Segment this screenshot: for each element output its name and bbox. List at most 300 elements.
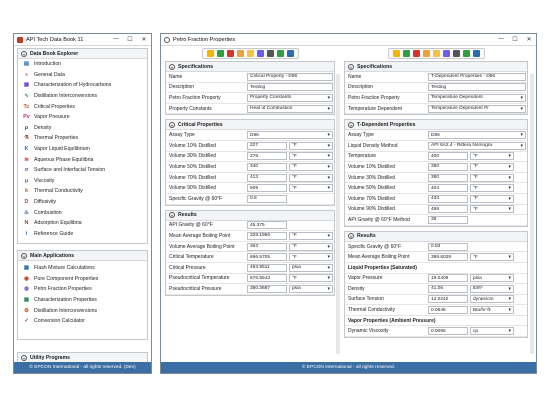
value-input[interactable] (428, 174, 468, 182)
folder-icon[interactable] (247, 50, 254, 57)
value-label: Volume 30% Distilled (169, 153, 216, 160)
nav-item[interactable] (18, 80, 147, 91)
value-text: D86 (431, 132, 440, 138)
value-input[interactable] (428, 274, 468, 282)
spec-row (345, 72, 527, 83)
value-text: 0.0065 (431, 328, 446, 334)
value-row (166, 162, 334, 173)
value-input[interactable] (428, 184, 468, 192)
unit-text: °F (292, 254, 297, 260)
value-select[interactable] (428, 142, 526, 150)
assay-type-row: Assay Type D86 ▾ (166, 130, 334, 141)
nav-item[interactable] (18, 207, 147, 218)
value-label: Pseudocritical Temperature (169, 275, 230, 282)
nav-item-label: Reference Guide (34, 230, 74, 237)
unit-text: °F (473, 254, 478, 260)
chevron-down-icon: ˅ (170, 64, 174, 70)
t-dependent-header[interactable]: ˅ T-Dependent Properties (345, 120, 527, 130)
unit-select[interactable] (470, 195, 514, 203)
value-label: Vapor Pressure (348, 275, 383, 282)
spec-input[interactable] (247, 83, 333, 91)
list-icon: ≡ (24, 71, 29, 78)
sigma-icon: σ (24, 167, 29, 174)
help-icon[interactable] (287, 50, 294, 57)
value-input[interactable] (247, 285, 287, 293)
n-icon: N (24, 220, 29, 227)
spec-row (166, 104, 334, 115)
value-label: Dynamic Viscosity (348, 328, 389, 335)
spec-label: Name (169, 73, 183, 80)
nav-item[interactable] (18, 274, 147, 285)
value-row (166, 252, 334, 263)
nav-item-label: Introduction (34, 61, 62, 68)
app-icon (164, 37, 170, 43)
spec-input[interactable] (247, 73, 333, 81)
nav-item[interactable] (18, 263, 147, 274)
value-row (166, 231, 334, 242)
spec-input[interactable] (428, 83, 526, 91)
nav-item-label: Characterization Properties (34, 297, 97, 304)
footer-bar: © EPCON International - all rights reserved. (161, 362, 536, 373)
unit-text: °F (473, 153, 478, 159)
unit-text: °F (473, 206, 478, 212)
value-row (345, 295, 527, 306)
spec-label: Name (348, 73, 362, 80)
value-label: Volume 70% Distilled (348, 195, 395, 202)
maximize-button[interactable]: ☐ (127, 37, 133, 43)
window-title: API Tech Data Book 11 (26, 36, 84, 43)
lightning-icon[interactable] (393, 50, 400, 57)
value-input[interactable] (428, 205, 468, 213)
nav-item[interactable] (18, 59, 147, 70)
nav-item-label: Diffusivity (34, 199, 57, 206)
results-group (344, 231, 528, 338)
unit-select[interactable] (289, 264, 333, 272)
value-input[interactable] (247, 243, 287, 251)
value-text: 509 (250, 185, 259, 191)
nav-item-label: Thermal Properties (34, 135, 79, 142)
nav-item-label: Characterization of Hydrocarbons (34, 82, 112, 89)
unit-select[interactable] (470, 163, 514, 171)
applications-header[interactable]: ˅ Main Applications (18, 251, 147, 261)
critical-properties-header[interactable]: ˅ Critical Properties (166, 120, 334, 130)
mu-icon: μ (24, 177, 29, 184)
spec-value: Heat of Combustion (250, 106, 293, 112)
unit-select[interactable] (289, 232, 333, 240)
data-book-explorer (17, 48, 148, 244)
unit-text: cp (473, 328, 479, 334)
chevron-down-icon: ˅ (22, 355, 26, 361)
unit-select[interactable] (289, 253, 333, 261)
unit-text: °F (473, 185, 478, 191)
unit-select[interactable] (289, 243, 333, 251)
value-row (166, 263, 334, 274)
book-icon: ▤ (23, 61, 30, 68)
value-row (345, 152, 527, 163)
nav-item[interactable] (18, 229, 147, 240)
close-button[interactable]: ✕ (526, 37, 532, 43)
chart-icon: ▦ (23, 82, 30, 89)
nav-item-label: General Data (34, 71, 65, 78)
value-label: Pseudocritical Pressure (169, 285, 222, 292)
chart-icon: ▦ (23, 297, 30, 304)
value-input[interactable] (428, 306, 468, 314)
value-row (345, 305, 527, 316)
save-icon[interactable] (443, 50, 450, 57)
value-row (166, 141, 334, 152)
nav-item[interactable] (18, 70, 147, 81)
gear-icon: ⚙ (24, 307, 29, 314)
value-input[interactable] (247, 152, 287, 160)
nav-item-label: Aqueous Phase Equilibria (34, 156, 94, 163)
unit-text: psia (292, 265, 301, 271)
refresh-icon[interactable] (463, 50, 470, 57)
nav-item-label: Distillation Interconversions (34, 307, 98, 314)
nav-item[interactable] (18, 144, 147, 155)
nav-item[interactable] (18, 112, 147, 123)
right-pane (344, 48, 528, 360)
value-text: API 6A2.4 - Rittera Nomogra (431, 143, 493, 149)
flame-icon: ♨ (24, 209, 29, 216)
toolbar (344, 48, 528, 59)
value-text: 413 (250, 175, 259, 181)
rho-icon: ρ (24, 124, 29, 131)
value-text: 493.9511 (250, 265, 270, 271)
value-text: 227 (250, 143, 259, 149)
add-icon[interactable] (217, 50, 224, 57)
maximize-button[interactable]: ☐ (512, 37, 518, 43)
spec-value: Temperature Dependent (431, 95, 483, 101)
value-input[interactable] (428, 243, 468, 251)
main-applications (17, 250, 148, 340)
tc-icon: Tc (23, 103, 30, 110)
value-select[interactable] (428, 131, 526, 139)
value-text: 276 (250, 153, 259, 159)
k2-icon: k (24, 188, 29, 195)
unit-select[interactable] (289, 174, 333, 182)
value-input[interactable] (247, 163, 287, 171)
nav-item-label: Vapor Pressure (34, 114, 70, 121)
spec-select[interactable] (428, 94, 526, 102)
nav-item[interactable] (18, 186, 147, 197)
unit-text: °F (473, 175, 478, 181)
k-icon: K (24, 146, 29, 153)
left-pane (165, 48, 335, 360)
value-text: 696.5705 (250, 254, 271, 260)
api-gravity-input[interactable]: 39 (428, 216, 468, 224)
utility-header[interactable]: ˅ Utility Programs (18, 353, 147, 363)
nav-item[interactable] (18, 284, 147, 295)
chevron-down-icon: ˅ (22, 253, 26, 259)
value-label: Assay Type (348, 132, 374, 139)
value-text: 380.3687 (250, 286, 271, 292)
unit-select[interactable] (470, 152, 514, 160)
nav-item-label: Flash Mixture Calculations (34, 265, 95, 272)
drop-icon: ◍ (24, 286, 29, 293)
value-input[interactable] (428, 253, 468, 261)
nav-item[interactable] (18, 295, 147, 306)
api-gravity-method-row: API Gravity @ 60°F Method 39 (345, 215, 527, 226)
value-row (345, 284, 527, 295)
spec-input[interactable] (428, 73, 526, 81)
nav-item-label: Pure Component Properties (34, 275, 99, 282)
chevron-down-icon: ˅ (22, 51, 26, 57)
nav-item[interactable] (18, 101, 147, 112)
value-input[interactable] (247, 264, 287, 272)
globe-icon: ◉ (24, 275, 29, 282)
save-icon[interactable] (257, 50, 264, 57)
value-label: Temperature (348, 153, 377, 160)
nav-item[interactable] (18, 133, 147, 144)
right-pane-scrollbar[interactable] (530, 74, 534, 354)
spec-label: Description (348, 84, 374, 91)
value-label: Volume 10% Distilled (348, 163, 395, 170)
value-row (345, 173, 527, 184)
unit-select[interactable] (470, 184, 514, 192)
value-text: 380 (431, 175, 440, 181)
nav-item[interactable] (18, 316, 147, 327)
spec-row (166, 83, 334, 94)
specifications-group (165, 61, 335, 115)
value-text: 676.5543 (250, 275, 271, 281)
nav-item-label: Petro Fraction Properties (34, 286, 92, 293)
value-row (345, 252, 527, 263)
app-icon (17, 37, 23, 43)
value-input[interactable] (428, 152, 468, 160)
value-input[interactable] (428, 295, 468, 303)
unit-text: Btu/hr-ft- (473, 307, 492, 313)
window-title: Petro Fraction Properties (173, 36, 236, 43)
nav-item-label: Adsorption Equilibria (34, 220, 82, 227)
unit-text: psia (292, 286, 301, 292)
flask-icon: ⚗ (24, 135, 29, 142)
chevron-down-icon: ˅ (170, 213, 174, 219)
value-row (166, 274, 334, 285)
unit-text: °F (473, 164, 478, 170)
results-header[interactable]: ˅ Results (345, 232, 527, 242)
unit-text: °F (292, 244, 297, 250)
value-row (166, 173, 334, 184)
value-text: 45.375 (250, 222, 265, 228)
spec-select[interactable] (247, 105, 333, 113)
spec-select[interactable] (428, 105, 526, 113)
nav-item[interactable] (18, 154, 147, 165)
nav-item-label: Distillation Interconversions (34, 93, 98, 100)
chevron-down-icon: ˅ (170, 122, 174, 128)
delete-icon[interactable] (413, 50, 420, 57)
critical-properties-group (165, 119, 335, 205)
value-row (166, 183, 334, 194)
check-icon: ✓ (24, 318, 29, 325)
info-icon: i (25, 230, 28, 237)
lightning-icon[interactable] (207, 50, 214, 57)
value-text: 469 (431, 206, 440, 212)
value-text: 404 (431, 185, 440, 191)
specifications-header[interactable]: ˅ Specifications (345, 62, 527, 72)
value-row (166, 152, 334, 163)
value-row (345, 183, 527, 194)
nav-item[interactable] (18, 165, 147, 176)
value-input[interactable] (247, 232, 287, 240)
unit-select[interactable] (470, 174, 514, 182)
spec-value: Testing (250, 84, 266, 90)
value-input[interactable] (247, 142, 287, 150)
nav-item-label: Density (34, 124, 52, 131)
spec-select[interactable] (247, 94, 333, 102)
unit-select[interactable] (470, 274, 514, 282)
unit-select[interactable] (289, 142, 333, 150)
results-group (165, 210, 335, 296)
results-header[interactable]: ˅ Results (166, 211, 334, 221)
value-row (345, 130, 527, 141)
value-text: 328.1966 (250, 233, 271, 239)
assay-type-select[interactable]: D86 ▾ (247, 131, 333, 139)
value-text: 41.06 (431, 286, 444, 292)
nav-item[interactable] (18, 176, 147, 187)
title-bar (14, 34, 151, 46)
unit-select[interactable] (289, 285, 333, 293)
spec-value: Critical Property - D86 (250, 74, 298, 80)
value-text: 0.0548 (431, 307, 446, 313)
value-label: Critical Pressure (169, 264, 206, 271)
nav-item-label: Combustion (34, 209, 62, 216)
refresh-icon[interactable] (277, 50, 284, 57)
value-label: Specific Gravity @ 60°F (348, 243, 402, 250)
nav-item-label: Surface and Interfacial Tension (34, 167, 106, 174)
value-label: Volume 90% Distilled (348, 206, 395, 213)
nav-item-label: Conversion Calculator (34, 318, 86, 325)
value-label: Critical Temperature (169, 254, 214, 261)
value-text: 353 (250, 244, 259, 250)
value-label: Volume 50% Distilled (348, 185, 395, 192)
spec-value: T-Dependent Properties - D86 (431, 74, 495, 80)
unit-text: °F (473, 196, 478, 202)
unit-text: lb/ft³ (473, 286, 483, 292)
value-input[interactable] (247, 174, 287, 182)
value-label: Volume 10% Distilled (169, 142, 216, 149)
value-input[interactable] (428, 327, 468, 335)
folder-icon[interactable] (433, 50, 440, 57)
value-input[interactable] (247, 274, 287, 282)
unit-select[interactable] (289, 163, 333, 171)
add-icon[interactable] (403, 50, 410, 57)
value-input[interactable] (428, 163, 468, 171)
value-text: 340 (250, 164, 259, 170)
print-icon[interactable] (453, 50, 460, 57)
specifications-group (344, 61, 528, 115)
chevron-down-icon: ˅ (349, 64, 353, 70)
copy-icon[interactable] (423, 50, 430, 57)
value-row (345, 162, 527, 173)
unit-select[interactable] (289, 184, 333, 192)
spec-row (166, 72, 334, 83)
value-text: 12.0242 (431, 296, 449, 302)
minimize-button[interactable]: — (498, 36, 504, 42)
curve-icon: ∿ (24, 93, 29, 100)
t-dependent-group (344, 119, 528, 226)
toolbar (165, 48, 335, 59)
unit-text: °F (292, 153, 297, 159)
spec-row (345, 104, 527, 115)
nav-item[interactable] (18, 91, 147, 102)
value-row (345, 242, 527, 253)
data-book-window (13, 33, 152, 374)
specific-gravity-input[interactable]: 0.8 (247, 195, 287, 203)
spec-label: Temperature Dependent (348, 105, 402, 112)
d-icon: D (24, 199, 29, 206)
unit-select[interactable] (470, 205, 514, 213)
saturated-heading: Liquid Properties (Saturated) (345, 263, 527, 274)
explorer-header[interactable]: ˅ Data Book Explorer (18, 49, 147, 59)
value-row (345, 274, 527, 285)
unit-select[interactable] (470, 306, 514, 314)
copy-icon[interactable] (237, 50, 244, 57)
specifications-header[interactable]: ˅ Specifications (166, 62, 334, 72)
nav-item-label: Viscosity (34, 177, 55, 184)
unit-select[interactable] (289, 274, 333, 282)
unit-text: °F (292, 185, 297, 191)
unit-text: dynes/cm (473, 296, 494, 302)
petro-fraction-window (160, 33, 537, 374)
value-input[interactable] (247, 253, 287, 261)
nav-item[interactable] (18, 218, 147, 229)
value-label: Mean Average Boiling Point (169, 232, 231, 239)
value-text: 400 (431, 153, 440, 159)
footer-bar: © EPCON International - all rights reserved. (Dev) (14, 362, 151, 373)
nav-item[interactable] (18, 123, 147, 134)
minimize-button[interactable]: — (113, 36, 119, 42)
delete-icon[interactable] (227, 50, 234, 57)
value-text: 19.0409 (431, 275, 449, 281)
value-label: Mean Average Boiling Point (348, 254, 410, 261)
value-input[interactable] (428, 285, 468, 293)
vapor-heading: Vapor Properties (Ambient Pressure) (345, 316, 527, 327)
unit-select[interactable] (289, 152, 333, 160)
spec-value: Testing (431, 84, 447, 90)
unit-text: °F (292, 164, 297, 170)
value-text: 399.6028 (431, 254, 452, 260)
print-icon[interactable] (267, 50, 274, 57)
unit-select[interactable] (470, 253, 514, 261)
unit-text: °F (292, 233, 297, 239)
unit-select[interactable] (470, 285, 514, 293)
value-label: Volume 30% Distilled (348, 174, 395, 181)
nav-item[interactable] (18, 197, 147, 208)
value-input[interactable] (428, 195, 468, 203)
nav-item[interactable] (18, 305, 147, 316)
spec-row (345, 83, 527, 94)
value-label: Surface Tension (348, 296, 384, 303)
value-row (166, 284, 334, 295)
value-label: Volume Average Boiling Point (169, 243, 235, 250)
value-text: 433 (431, 196, 440, 202)
help-icon[interactable] (473, 50, 480, 57)
value-row (345, 194, 527, 205)
unit-select[interactable] (470, 327, 514, 335)
left-pane-scrollbar[interactable] (336, 74, 340, 354)
spec-value: Property Constants (250, 95, 292, 101)
close-button[interactable]: ✕ (141, 37, 147, 43)
value-input[interactable] (247, 221, 287, 229)
spec-value: Temperature Dependent Pr (431, 106, 489, 112)
spec-label: Petro Fraction Property (169, 94, 221, 101)
unit-text: psia (473, 275, 482, 281)
value-input[interactable] (247, 184, 287, 192)
value-row (166, 221, 334, 232)
pv-icon: Pv (23, 114, 30, 121)
value-label: Density (348, 285, 365, 292)
unit-select[interactable] (470, 295, 514, 303)
